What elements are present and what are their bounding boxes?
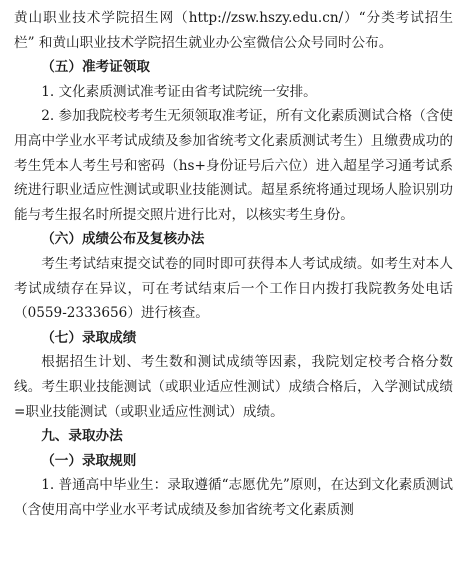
paragraph-score-publication: 考生考试结束提交试卷的同时即可获得本人考试成绩。如考生对本人考试成绩存在异议，可在考试结束后一个工作日内拨打我院教务处电话（0559-2333656）进行核查。: [14, 255, 453, 322]
section-heading-score-publication: （六）成绩公布及复核办法: [41, 231, 205, 248]
section-heading-admission-method: 九、录取办法: [41, 428, 123, 445]
paragraph-admission-score: 根据招生计划、考生数和测试成绩等因素，我院划定校考合格分数线。考生职业技能测试（或职业适应性测试）成绩合格后，入学测试成绩=职业技能测试（或职业适应性测试）成绩。: [14, 354, 453, 420]
paragraph-ticket-2: 2. 参加我院校考考生无须领取准考证，所有文化素质测试合格（含使用高中学业水平考试成绩及参加省统考文化素质测试考生）且缴费成功的考生凭本人考生号和密码（hs+身份证号后六位）进入超星学习通考试系统进行职业适应性测试或职业技能测试。超星系统将通过现场人脸识别功能与考生报名时所提交照片进行比对，以核实考生身份。: [14, 108, 453, 223]
section-heading-admission-rules: （一）录取规则: [41, 452, 137, 469]
paragraph-admission-rules-1: 1. 普通高中毕业生：录取遵循“志愿优先”原则，在达到文化素质测试（含使用高中学业水平考试成绩及参加省统考文化素质测: [14, 477, 454, 518]
section-heading-admission-ticket: （五）准考证领取: [41, 59, 150, 76]
intro-paragraph: 黄山职业技术学院招生网（http://zsw.hszy.edu.cn/）“分类考试招生栏” 和黄山职业技术学院招生就业办公室微信公众号同时公布。: [14, 10, 453, 51]
paragraph-ticket-1: 1. 文化素质测试准考证由省考试院统一安排。: [41, 83, 317, 100]
section-heading-admission-score: （七）录取成绩: [41, 329, 137, 346]
